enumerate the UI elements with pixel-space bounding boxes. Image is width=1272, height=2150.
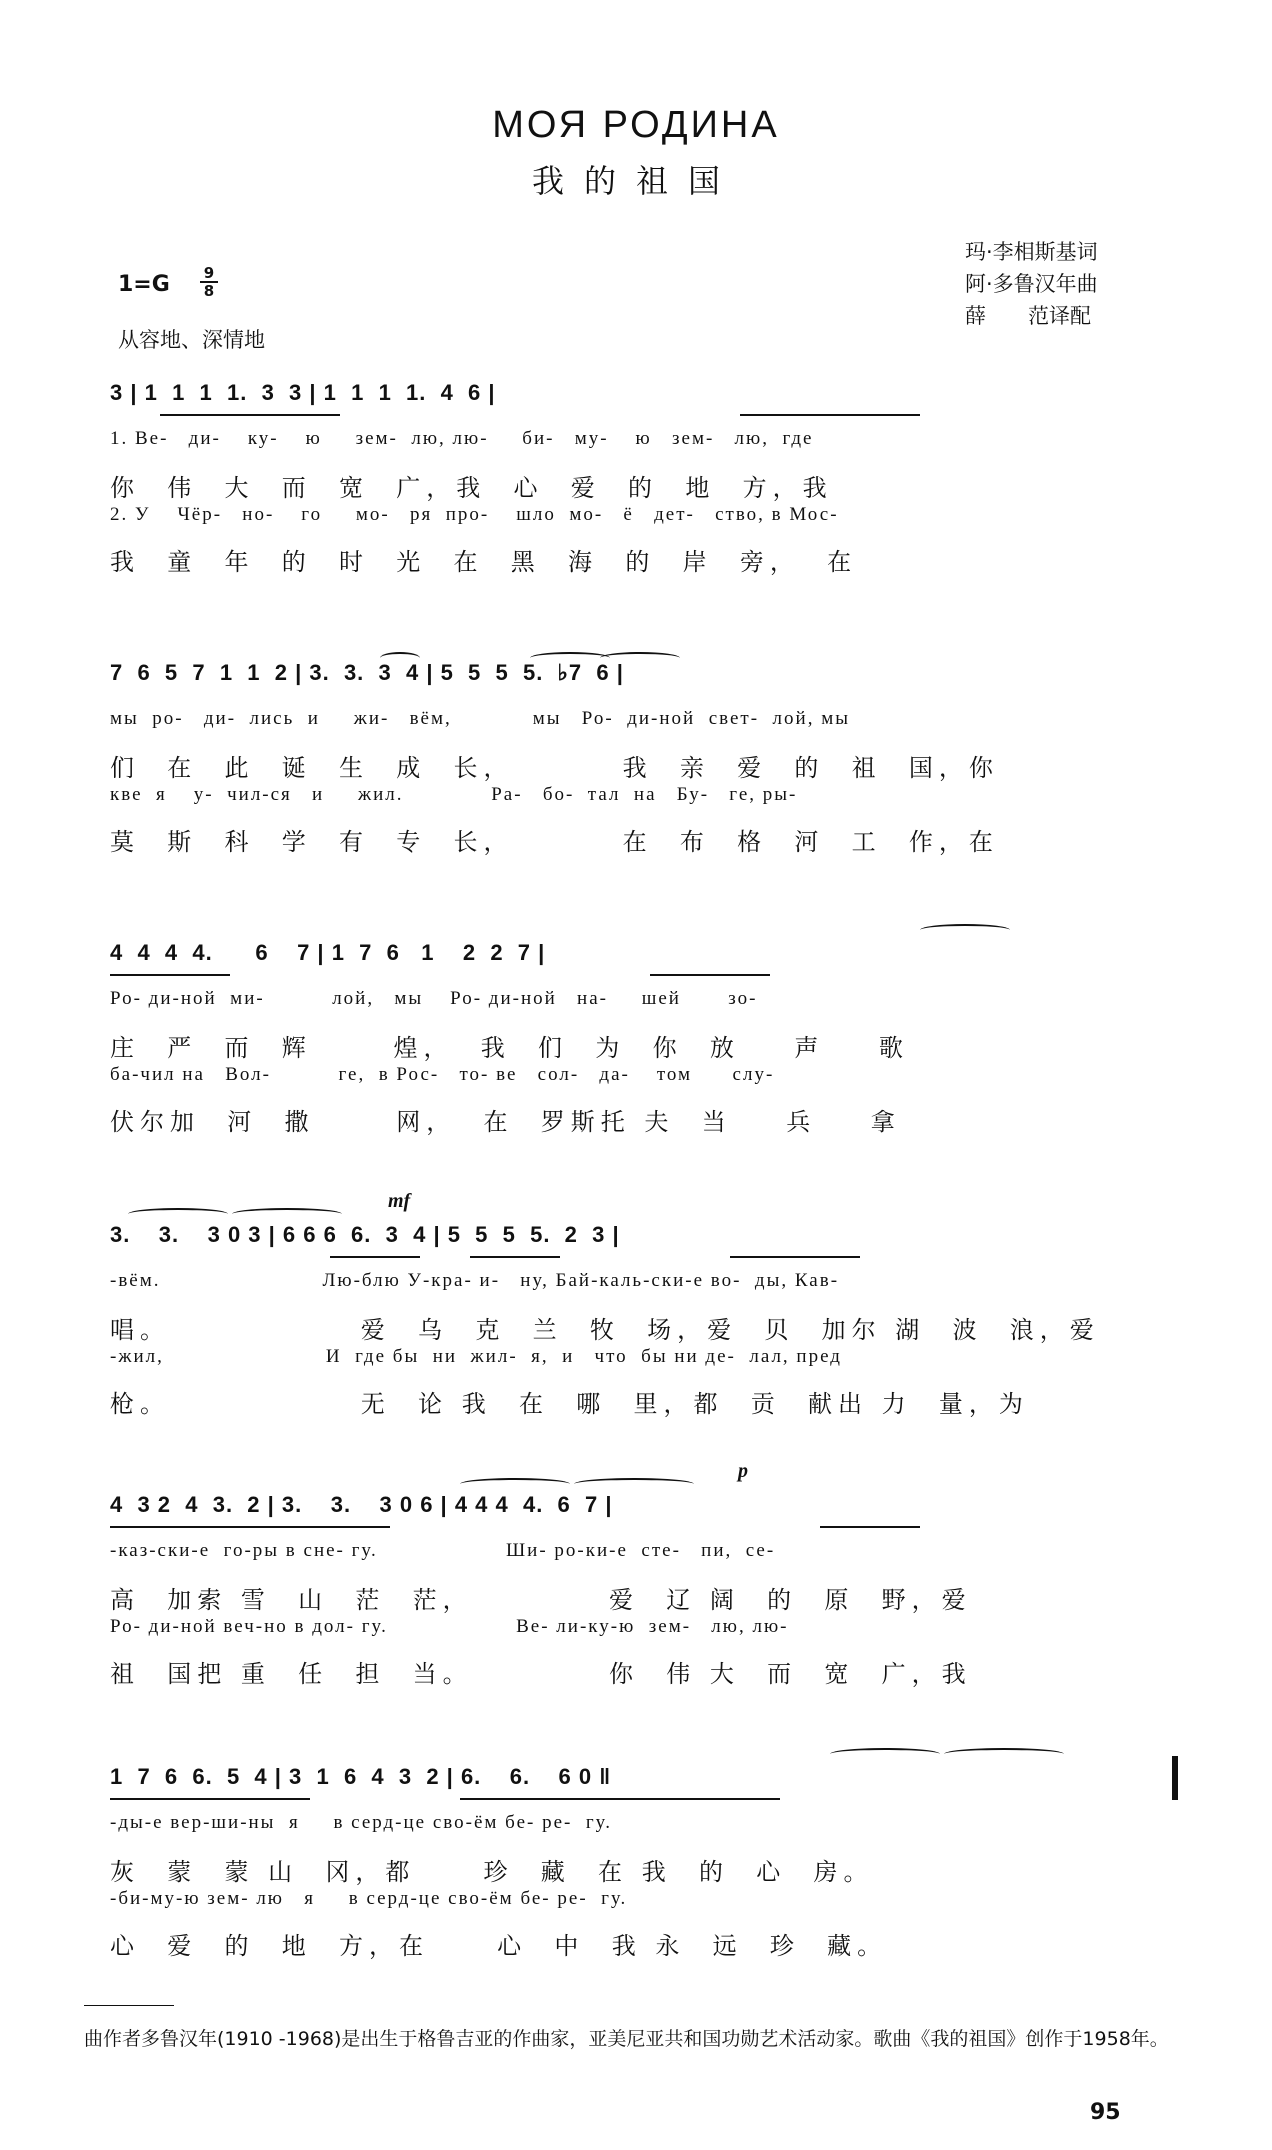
dynamic-marking: mf (388, 1190, 411, 1212)
lyric-line-cn-verse2: 心 爱 的 地 方，在 心 中 我 永 远 珍 藏。 (110, 1932, 888, 1960)
notation-text: 1 7 6 6. 5 4 | 3 1 6 4 3 2 | 6. 6. 6 0 ‖ (110, 1764, 612, 1789)
lyric-line-ru-verse1: Ро- ди-ной ми- лой, мы Ро- ди-ной на- шей зо- (110, 988, 758, 1009)
footnote-rule (84, 2005, 174, 2006)
title-chinese: 我的祖国 (531, 162, 740, 200)
footnote: 曲作者多鲁汉年(1910 -1968)是出生于格鲁吉亚的作曲家，亚美尼亚共和国功勋艺术活动家。歌曲《我的祖国》创作于1958年。 (84, 2028, 1169, 2050)
lyric-line-cn-verse1: 庄 严 而 辉 煌， 我 们 为 你 放 声 歌 (110, 1034, 909, 1062)
lyric-line-cn-verse1: 灰 蒙 蒙 山 冈，都 珍 藏 在 我 的 心 房。 (110, 1858, 874, 1886)
notation-text: 3. 3. 3 0 3 | 6 6 6 6. 3 4 | 5 5 5 5. 2 3 | (110, 1222, 620, 1247)
time-signature (200, 266, 218, 298)
lyric-line-ru-verse2: -жил, И где бы ни жил- я, и что бы ни де- лал, пред (110, 1346, 842, 1367)
lyric-line-ru-verse1: -вём. Лю-блю У-кра- и- ну, Бай-каль-ски-е во- ды, Кав- (110, 1270, 840, 1291)
notation-line (110, 1754, 1192, 1804)
lyric-line-ru-verse2: -би-му-ю зем- лю я в серд-це сво-ём бе- ре- гу. (110, 1888, 628, 1909)
lyric-line-ru-verse1: -ды-е вер-ши-ны я в серд-це сво-ём бе- ре- гу. (110, 1812, 612, 1833)
lyric-line-ru-verse2: Ро- ди-ной веч-но в дол- гу. Ве- ли-ку-ю зем- лю, лю- (110, 1616, 789, 1637)
lyric-line-ru-verse2: ба-чил на Вол- ге, в Рос- то- ве сол- да- том слу- (110, 1064, 775, 1085)
page-number: 95 (1090, 2100, 1121, 2125)
lyricist-credit: 玛·李相斯基词 (965, 240, 1098, 264)
composer-credit: 阿·多鲁汉年曲 (965, 272, 1098, 296)
dynamic-marking: p (738, 1460, 748, 1482)
notation-text: 4 3 2 4 3. 2 | 3. 3. 3 0 6 | 4 4 4 4. 6 7 | (110, 1492, 613, 1517)
lyric-line-ru-verse1: -каз-ски-е го-ры в сне- гу. Ши- ро-ки-е сте- пи, се- (110, 1540, 776, 1561)
notation-line (110, 650, 1192, 700)
time-signature-bottom: 8 (203, 282, 215, 300)
notation-line (110, 370, 1192, 420)
time-signature-top: 9 (203, 264, 215, 282)
translator-credit: 薛 范译配 (965, 304, 1091, 328)
lyric-line-cn-verse2: 枪。 无 论 我 在 哪 里，都 贡 献出 力 量，为 (110, 1390, 1029, 1418)
lyric-line-cn-verse2: 祖 国把 重 任 担 当。 你 伟 大 而 宽 广，我 (110, 1660, 972, 1688)
lyric-line-ru-verse2: 2. У Чёр- но- го мо- ря про- шло мо- ё дет- ство, в Мос- (110, 504, 839, 525)
lyric-line-ru-verse2: кве я у- чил-ся и жил. Ра- бо- тал на Бу- ге, ры- (110, 784, 798, 805)
key-signature: 1=G (118, 272, 170, 297)
lyric-line-cn-verse1: 们 在 此 诞 生 成 长， 我 亲 爱 的 祖 国，你 (110, 754, 999, 782)
final-barline (1172, 1756, 1178, 1800)
notation-line (110, 930, 1192, 980)
title-russian: МОЯ РОДИНА (492, 104, 780, 146)
notation-line (110, 1482, 1192, 1532)
lyric-line-ru-verse1: мы ро- ди- лись и жи- вём, мы Ро- ди-ной свет- лой, мы (110, 708, 850, 729)
notation-text: 7 6 5 7 1 1 2 | 3. 3. 3 4 | 5 5 5 5. ♭7 6 | (110, 660, 624, 685)
notation-text: 4 4 4 4. 6 7 | 1 7 6 1 2 2 7 | (110, 940, 546, 965)
lyric-line-cn-verse1: 你 伟 大 而 宽 广，我 心 爱 的 地 方，我 (110, 474, 833, 502)
lyric-line-ru-verse1: 1. Ве- ди- ку- ю зем- лю, лю- би- му- ю зем- лю, где (110, 428, 814, 449)
lyric-line-cn-verse1: 高 加索 雪 山 茫 茫， 爱 辽 阔 的 原 野，爱 (110, 1586, 972, 1614)
lyric-line-cn-verse2: 我 童 年 的 时 光 在 黑 海 的 岸 旁， 在 (110, 548, 858, 576)
lyric-line-cn-verse2: 莫 斯 科 学 有 专 长， 在 布 格 河 工 作，在 (110, 828, 999, 856)
tempo-marking: 从容地、深情地 (118, 328, 265, 352)
lyric-line-cn-verse2: 伏尔加 河 撒 网， 在 罗斯托 夫 当 兵 拿 (110, 1108, 901, 1136)
notation-line (110, 1212, 1192, 1262)
lyric-line-cn-verse1: 唱。 爱 乌 克 兰 牧 场，爱 贝 加尔 湖 波 浪，爱 (110, 1316, 1100, 1344)
notation-text: 3 | 1 1 1 1. 3 3 | 1 1 1 1. 4 6 | (110, 380, 496, 405)
